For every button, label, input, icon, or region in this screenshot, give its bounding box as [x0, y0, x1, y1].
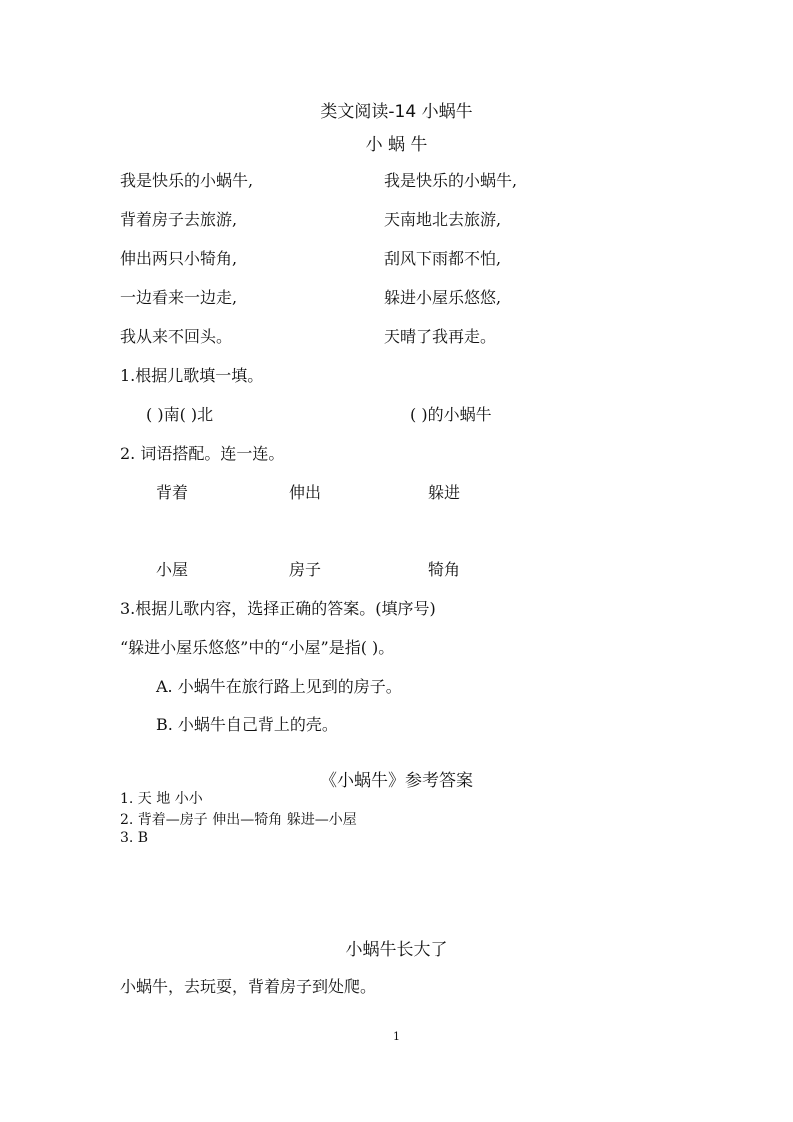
answer-line-2: 2. 背着—房子 伸出—犄角 躲进—小屋 — [120, 812, 357, 828]
question-1-blank-right: ( )的小蜗牛 — [410, 405, 492, 424]
question-1-blank-left: ( )南( )北 — [146, 405, 214, 424]
poem-left-line-4: 一边看来一边走, — [120, 288, 238, 307]
poem-right-line-3: 刮风下雨都不怕, — [384, 249, 502, 268]
question-1: 1.根据儿歌填一填。 — [120, 366, 264, 385]
poem-title: 小 蜗 牛 — [365, 135, 428, 155]
poem-left-line-1: 我是快乐的小蜗牛, — [120, 171, 254, 190]
match-top-3: 躲进 — [428, 483, 461, 502]
page-number: 1 — [393, 1030, 400, 1043]
poem-left-line-5: 我从来不回头。 — [120, 327, 233, 346]
option-a: A. 小蜗牛在旅行路上见到的房子。 — [156, 677, 402, 696]
next-section-title: 小蜗牛长大了 — [345, 940, 448, 960]
poem-right-line-2: 天南地北去旅游, — [384, 210, 502, 229]
poem-left-line-2: 背着房子去旅游, — [120, 210, 238, 229]
match-bottom-1: 小屋 — [156, 560, 189, 579]
question-3: 3.根据儿歌内容，选择正确的答案。(填序号) — [120, 599, 436, 618]
answers-title: 《小蜗牛》参考答案 — [320, 771, 473, 791]
question-2: 2. 词语搭配。连一连。 — [120, 444, 285, 463]
match-top-2: 伸出 — [289, 483, 322, 502]
next-section-first-line: 小蜗牛，去玩耍，背着房子到处爬。 — [120, 977, 377, 996]
match-bottom-2: 房子 — [289, 560, 322, 579]
question-3-prompt: “躲进小屋乐悠悠”中的“小屋”是指( )。 — [120, 638, 395, 657]
document-title: 类文阅读-14 小蜗牛 — [320, 102, 473, 122]
match-top-1: 背着 — [156, 483, 189, 502]
answer-line-3: 3. B — [120, 830, 149, 846]
answer-line-1: 1. 天 地 小小 — [120, 791, 203, 807]
poem-right-line-4: 躲进小屋乐悠悠, — [384, 288, 502, 307]
poem-right-line-1: 我是快乐的小蜗牛, — [384, 171, 518, 190]
option-b: B. 小蜗牛自己背上的壳。 — [156, 715, 338, 734]
match-bottom-3: 犄角 — [428, 560, 461, 579]
poem-right-line-5: 天晴了我再走。 — [384, 327, 497, 346]
poem-left-line-3: 伸出两只小犄角, — [120, 249, 238, 268]
